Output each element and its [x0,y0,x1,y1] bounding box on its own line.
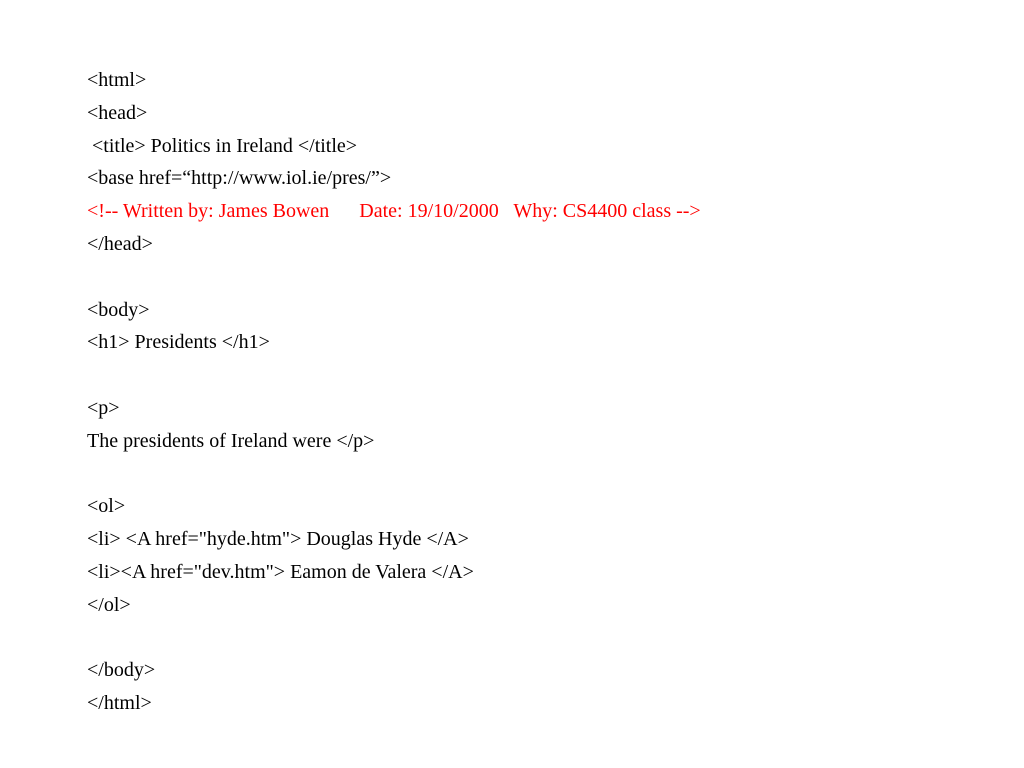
code-line-ol-close: </ol> [87,593,131,616]
blank-line [87,359,701,392]
blank-line [87,622,701,655]
code-line-p-open: <p> [87,396,120,419]
code-line-body-close: </body> [87,659,156,682]
code-line-comment: <!-- Written by: James Bowen Date: 19/10/2000 Why: CS4400 class --> [87,200,701,223]
code-line-body-open: <body> [87,298,150,321]
code-line-li-devalera: <li><A href="dev.htm"> Eamon de Valera </A> [87,560,474,583]
code-line-ol-open: <ol> [87,495,126,518]
html-code-listing [87,64,701,720]
blank-line [87,261,701,294]
code-line-li-hyde: <li> <A href="hyde.htm"> Douglas Hyde </A> [87,528,469,551]
code-line-html-close: </html> [87,692,152,715]
code-line-p-text: The presidents of Ireland were </p> [87,429,375,452]
code-line-base: <base href=“http://www.iol.ie/pres/”> [87,167,392,190]
code-line-h1: <h1> Presidents </h1> [87,331,270,354]
code-line-html-open: <html> [87,69,147,91]
code-line-title: <title> Politics in Ireland </title> [87,134,358,157]
blank-line [87,458,701,491]
code-line-head-close: </head> [87,232,153,255]
code-line-head-open: <head> [87,101,148,124]
